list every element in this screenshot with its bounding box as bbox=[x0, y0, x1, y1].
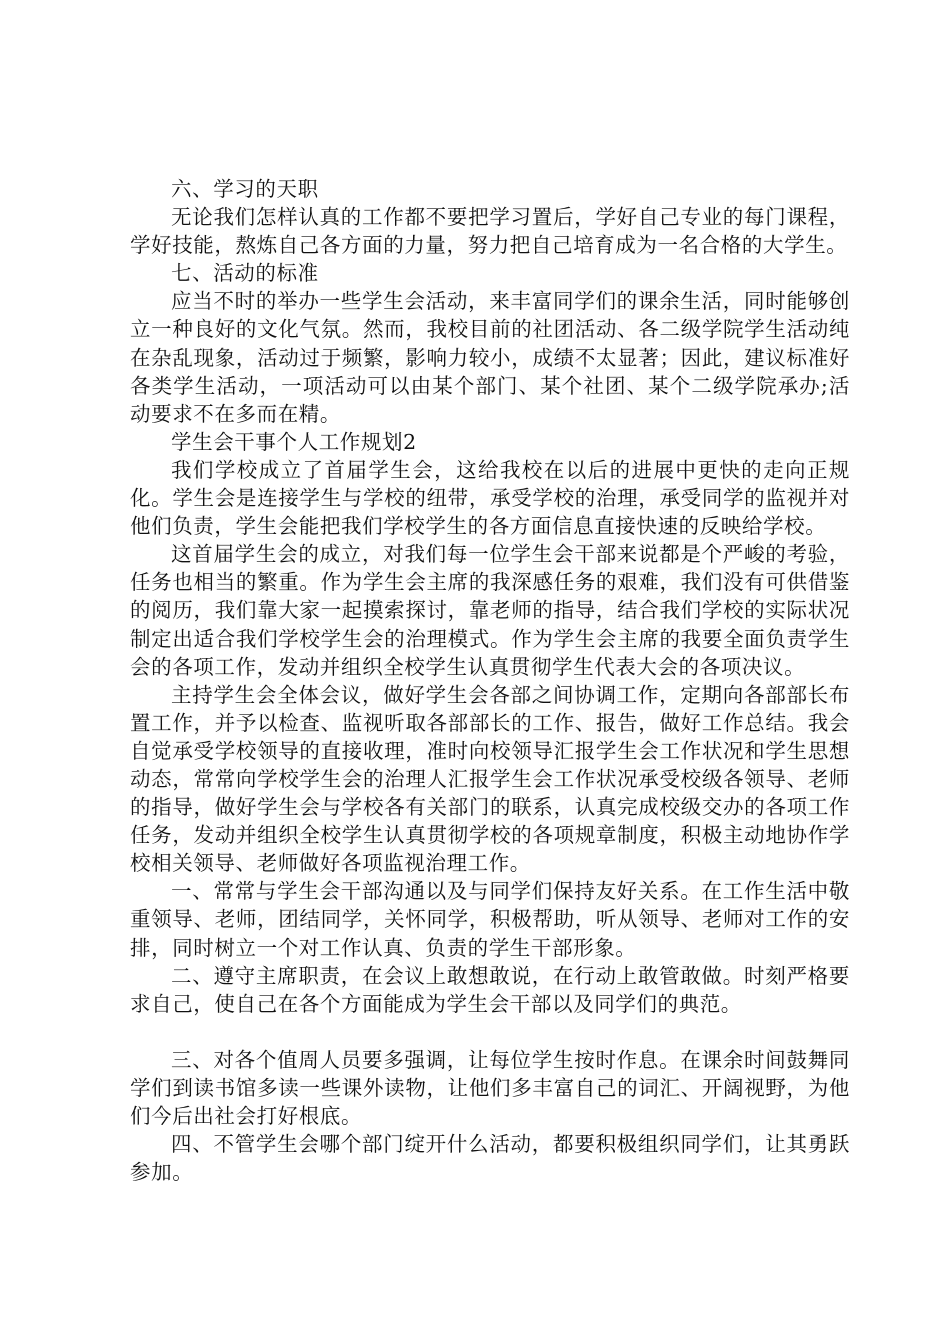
document-subtitle: 学生会干事个人工作规划2 bbox=[171, 429, 417, 454]
paragraph-point-four: 四、不管学生会哪个部门绽开什么活动，都要积极组织同学们，让其勇跃参加。 bbox=[130, 1132, 850, 1185]
paragraph-student-union-founding: 我们学校成立了首届学生会，这给我校在以后的进展中更快的走向正规化。学生会是连接学生与学校的纽带，承受学校的治理，承受同学的监视并对他们负责，学生会能把我们学校学生的各方面信息直接快速的反映给学校。 bbox=[130, 457, 850, 539]
paragraph-activities: 应当不时的举办一些学生会活动，来丰富同学们的课余生活，同时能够创立一种良好的文化气氛。然而，我校目前的社团活动、各二级学院学生活动纯在杂乱现象，活动过于频繁，影响力较小，成绩不太显著；因此，建议标准好各类学生活动，一项活动可以由某个部门、某个社团、某个二级学院承办;活动要求不在多而在精。 bbox=[130, 289, 850, 426]
paragraph-first-union-challenge: 这首届学生会的成立，对我们每一位学生会干部来说都是个严峻的考验，任务也相当的繁重。作为学生会主席的我深感任务的艰难，我们没有可供借鉴的阅历，我们靠大家一起摸索探讨，靠老师的指导，结合我们学校的实际状况制定出适合我们学校学生会的治理模式。作为学生会主席的我要全面负责学生会的各项工作，发动并组织全校学生认真贯彻学生代表大会的各项决议。 bbox=[130, 542, 850, 679]
paragraph-point-one: 一、常常与学生会干部沟通以及与同学们保持友好关系。在工作生活中敬重领导、老师，团结同学，关怀同学，积极帮助，听从领导、老师对工作的安排，同时树立一个对工作认真、负责的学生干部形象。 bbox=[130, 879, 850, 960]
section-heading-activity-standard: 七、活动的标准 bbox=[171, 261, 319, 286]
paragraph-point-two: 二、遵守主席职责，在会议上敢想敢说，在行动上敢管敢做。时刻严格要求自己，使自己在各个方面能成为学生会干部以及同学们的典范。 bbox=[130, 963, 850, 1016]
paragraph-learning: 无论我们怎样认真的工作都不要把学习置后，学好自己专业的每门课程，学好技能，熬炼自己各方面的力量，努力把自己培育成为一名合格的大学生。 bbox=[130, 205, 850, 258]
document-body bbox=[130, 175, 850, 1186]
paragraph-point-three: 三、对各个值周人员要多强调，让每位学生按时作息。在课余时间鼓舞同学们到读书馆多读一些课外读物，让他们多丰富自己的词汇、开阔视野，为他们今后出社会打好根底。 bbox=[130, 1047, 850, 1128]
paragraph-chairing-meetings: 主持学生会全体会议，做好学生会各部之间协调工作，定期向各部部长布置工作，并予以检查、监视听取各部部长的工作、报告，做好工作总结。我会自觉承受学校领导的直接收理，准时向校领导汇报学生会工作状况和学生思想动态，常常向学校学生会的治理人汇报学生会工作状况承受校级各领导、老师的指导，做好学生会与学校各有关部门的联系，认真完成校级交办的各项工作任务，发动并组织全校学生认真贯彻学校的各项规章制度，积极主动地协作学校相关领导、老师做好各项监视治理工作。 bbox=[130, 682, 850, 876]
section-heading-learning-duty: 六、学习的天职 bbox=[171, 177, 319, 201]
